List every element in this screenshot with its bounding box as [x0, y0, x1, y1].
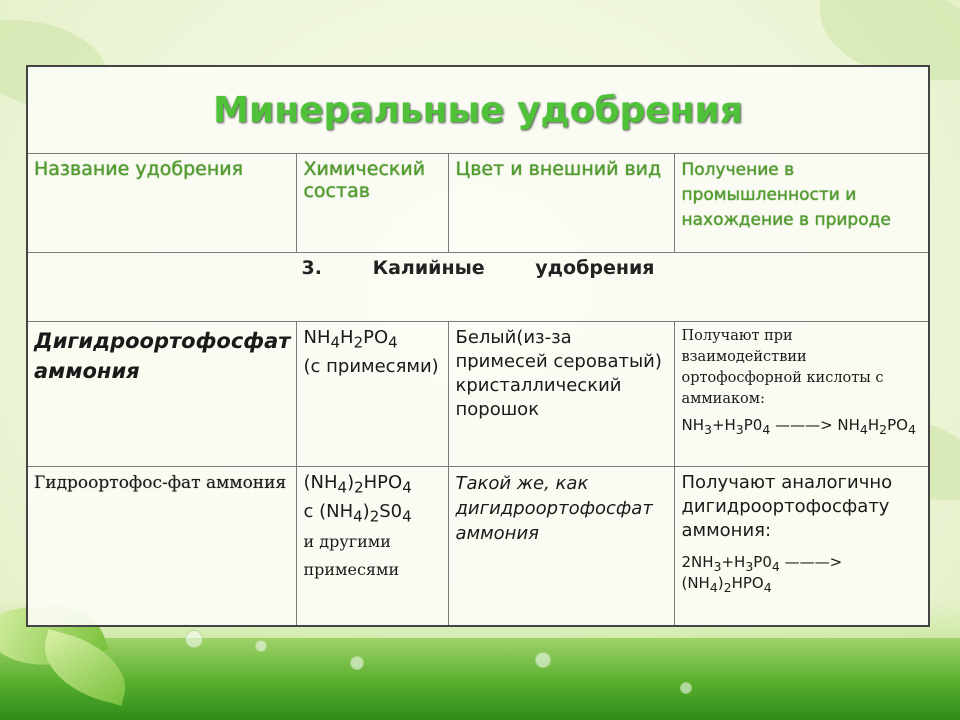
chemical-composition [297, 467, 449, 627]
composition-formula: $(NH_4)_2HPO_4$ [303, 472, 412, 497]
water-drop [535, 652, 551, 668]
table-title: Минеральные удобрения [27, 66, 929, 154]
section-word2: удобрения [535, 257, 655, 279]
table-row [27, 467, 929, 627]
production [675, 467, 929, 627]
water-drop [185, 630, 203, 648]
water-drop [255, 640, 267, 652]
water-drop [680, 682, 692, 694]
table-row [27, 322, 929, 467]
chemical-composition [297, 322, 449, 467]
fertilizer-name: Дигидроортофосфат аммония [27, 322, 297, 467]
production-text: Получают при взаимодействии ортофосфорной кислоты с аммиаком: [681, 328, 884, 407]
section-word1: Калийные [372, 257, 485, 279]
fertilizer-table [26, 65, 930, 627]
header-composition: Химический состав [297, 154, 449, 253]
composition-formula: $NH_4H_2PO_4$ [303, 327, 398, 352]
header-name: Название удобрения [27, 154, 297, 253]
production-text: Получают аналогично дигидроортофосфату аммония: [681, 472, 893, 541]
composition-formula-2: с $(NH_4)_2S0_4$ [303, 500, 412, 526]
reaction-equation: $NH_3+H_3P0_4$ ———> $NH_4H_2PO_4$ [681, 416, 916, 437]
bottom-grass-band [0, 638, 960, 720]
composition-note: (с примесями) [303, 355, 439, 377]
water-drop [350, 656, 364, 670]
appearance: Такой же, как дигидроортофосфат аммония [449, 467, 675, 627]
composition-note: и другими примесями [303, 532, 400, 580]
production [675, 322, 929, 467]
section-row [27, 253, 929, 322]
header-row [27, 154, 929, 253]
section-title [27, 253, 929, 322]
header-appearance: Цвет и внешний вид [449, 154, 675, 253]
reaction-equation: $2NH_3+H_3P0_4$ ———> $(NH_4)_2HPO_4$ [681, 553, 843, 595]
appearance: Белый(из-за примесей сероватый) кристаллический порошок [449, 322, 675, 467]
section-number: 3. [301, 257, 322, 279]
fertilizer-name: Гидроортофос-фат аммония [27, 467, 297, 627]
header-production: Получение в промышленности и нахождение в природе [675, 154, 929, 253]
